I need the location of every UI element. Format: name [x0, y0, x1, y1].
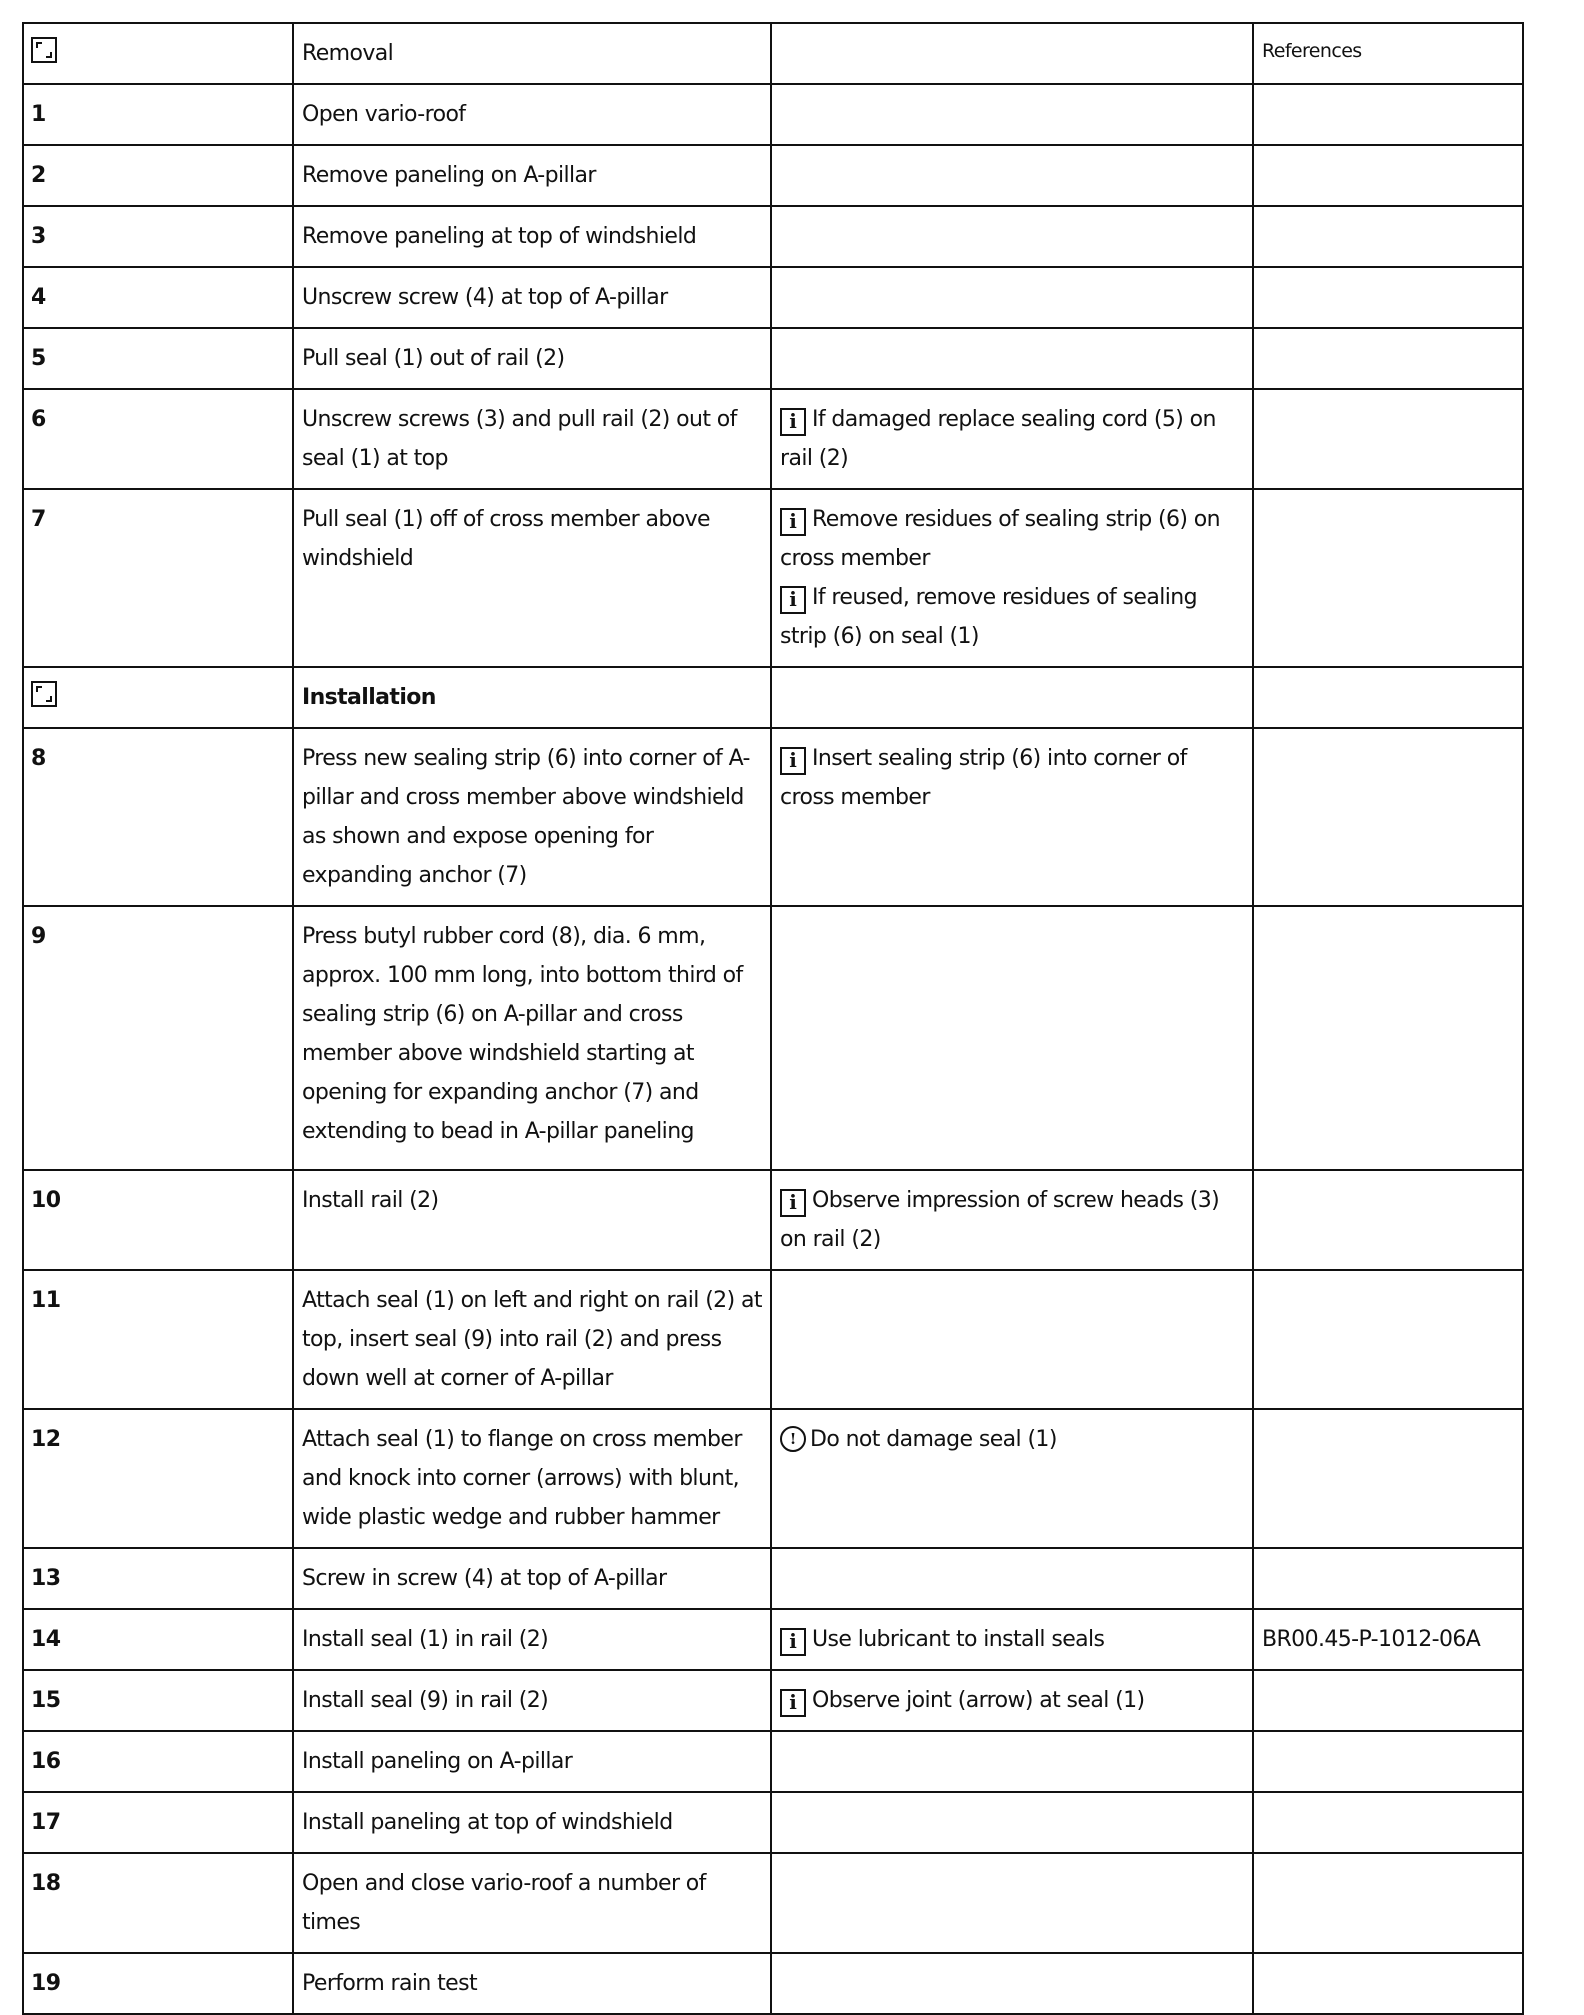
note-cell	[771, 145, 1253, 206]
step-instruction: Unscrew screw (4) at top of A-pillar	[293, 267, 771, 328]
reference-cell	[1253, 1953, 1523, 2014]
step-instruction: Pull seal (1) off of cross member above windshield	[293, 489, 771, 667]
note-cell	[771, 489, 1253, 667]
note-cell	[771, 667, 1253, 728]
note-cell	[771, 206, 1253, 267]
step-number: 7	[23, 489, 293, 667]
step-row	[23, 1670, 1523, 1731]
section-title: Installation	[293, 667, 771, 728]
reference-cell	[1253, 206, 1523, 267]
step-number: 10	[23, 1170, 293, 1270]
header-references: References	[1253, 23, 1523, 84]
step-row	[23, 145, 1523, 206]
step-number: 19	[23, 1953, 293, 2014]
note-cell	[771, 1853, 1253, 1953]
step-instruction: Install seal (1) in rail (2)	[293, 1609, 771, 1670]
step-instruction: Attach seal (1) to flange on cross member and knock into corner (arrows) with blunt, wide plastic wedge and rubber hammer	[293, 1409, 771, 1548]
step-instruction: Press butyl rubber cord (8), dia. 6 mm, approx. 100 mm long, into bottom third of sealing strip (6) on A-pillar and cross member above windshield starting at opening for expanding anchor (7) and extending to bead in A-pillar paneling	[293, 906, 771, 1170]
reference-cell	[1253, 389, 1523, 489]
reference-cell	[1253, 728, 1523, 906]
diagram-symbol-icon	[31, 37, 57, 63]
step-row	[23, 1409, 1523, 1548]
note-text: Use lubricant to install seals	[812, 1627, 1105, 1652]
note-cell	[771, 267, 1253, 328]
section-row-installation	[23, 667, 1523, 728]
step-number: 11	[23, 1270, 293, 1409]
info-icon: i	[780, 408, 806, 436]
step-number: 6	[23, 389, 293, 489]
step-instruction: Install paneling at top of windshield	[293, 1792, 771, 1853]
step-number: 17	[23, 1792, 293, 1853]
step-number: 15	[23, 1670, 293, 1731]
step-instruction: Attach seal (1) on left and right on rail (2) at top, insert seal (9) into rail (2) and press down well at corner of A-pillar	[293, 1270, 771, 1409]
procedure-rows	[23, 84, 1523, 2014]
note	[780, 1181, 1244, 1259]
reference-cell	[1253, 1409, 1523, 1548]
step-instruction: Screw in screw (4) at top of A-pillar	[293, 1548, 771, 1609]
reference-cell	[1253, 1170, 1523, 1270]
procedure-table	[22, 22, 1524, 2015]
step-number: 5	[23, 328, 293, 389]
info-icon: i	[780, 747, 806, 775]
step-instruction: Pull seal (1) out of rail (2)	[293, 328, 771, 389]
step-instruction: Remove paneling on A-pillar	[293, 145, 771, 206]
step-number: 18	[23, 1853, 293, 1953]
step-number: 16	[23, 1731, 293, 1792]
step-row	[23, 1548, 1523, 1609]
note-text: Observe joint (arrow) at seal (1)	[812, 1688, 1145, 1713]
diagram-symbol-icon	[31, 681, 57, 707]
step-row	[23, 1731, 1523, 1792]
note-text: Insert sealing strip (6) into corner of cross member	[780, 746, 1187, 810]
info-icon: i	[780, 1189, 806, 1217]
info-icon: i	[780, 586, 806, 614]
step-row	[23, 1170, 1523, 1270]
step-number: 13	[23, 1548, 293, 1609]
note	[780, 1420, 1244, 1459]
reference-cell	[1253, 667, 1523, 728]
step-row	[23, 84, 1523, 145]
step-instruction: Open vario-roof	[293, 84, 771, 145]
reference-cell	[1253, 1731, 1523, 1792]
reference-cell	[1253, 84, 1523, 145]
step-number: 8	[23, 728, 293, 906]
note-cell	[771, 906, 1253, 1170]
step-instruction: Install paneling on A-pillar	[293, 1731, 771, 1792]
note-cell	[771, 84, 1253, 145]
step-instruction: Open and close vario-roof a number of times	[293, 1853, 771, 1953]
note-cell	[771, 1409, 1253, 1548]
note-cell	[771, 1731, 1253, 1792]
reference-cell	[1253, 1270, 1523, 1409]
header-removal: Removal	[293, 23, 771, 84]
reference-cell	[1253, 267, 1523, 328]
note-cell	[771, 1792, 1253, 1853]
step-number: 4	[23, 267, 293, 328]
reference-cell	[1253, 1792, 1523, 1853]
step-instruction: Remove paneling at top of windshield	[293, 206, 771, 267]
step-instruction: Perform rain test	[293, 1953, 771, 2014]
step-number: 14	[23, 1609, 293, 1670]
step-instruction: Install seal (9) in rail (2)	[293, 1670, 771, 1731]
step-row	[23, 728, 1523, 906]
note	[780, 1681, 1244, 1720]
reference-cell	[1253, 1853, 1523, 1953]
note-cell	[771, 1170, 1253, 1270]
note-cell	[771, 1670, 1253, 1731]
info-icon: i	[780, 1628, 806, 1656]
note-text: Observe impression of screw heads (3) on rail (2)	[780, 1188, 1220, 1252]
reference-cell	[1253, 906, 1523, 1170]
step-row	[23, 489, 1523, 667]
step-row	[23, 906, 1523, 1170]
note-text: If damaged replace sealing cord (5) on rail (2)	[780, 407, 1216, 471]
step-instruction: Unscrew screws (3) and pull rail (2) out of seal (1) at top	[293, 389, 771, 489]
step-instruction: Install rail (2)	[293, 1170, 771, 1270]
header-row	[23, 23, 1523, 84]
note	[780, 578, 1244, 656]
step-instruction: Press new sealing strip (6) into corner of A-pillar and cross member above windshield as shown and expose opening for expanding anchor (7)	[293, 728, 771, 906]
reference-cell	[1253, 1548, 1523, 1609]
step-row	[23, 267, 1523, 328]
step-number: 3	[23, 206, 293, 267]
header-notes	[771, 23, 1253, 84]
caution-icon: !	[780, 1426, 806, 1452]
note-cell	[771, 1270, 1253, 1409]
step-row	[23, 206, 1523, 267]
step-row	[23, 1609, 1523, 1670]
section-symbol-cell	[23, 667, 293, 728]
note	[780, 400, 1244, 478]
note-text: Do not damage seal (1)	[810, 1427, 1057, 1452]
note	[780, 500, 1244, 578]
reference-cell: BR00.45-P-1012-06A	[1253, 1609, 1523, 1670]
note-cell	[771, 1548, 1253, 1609]
note-cell	[771, 728, 1253, 906]
note	[780, 739, 1244, 817]
step-row	[23, 328, 1523, 389]
step-number: 9	[23, 906, 293, 1170]
note-cell	[771, 389, 1253, 489]
step-number: 12	[23, 1409, 293, 1548]
info-icon: i	[780, 508, 806, 536]
step-number: 2	[23, 145, 293, 206]
note-cell	[771, 1609, 1253, 1670]
header-symbol-cell	[23, 23, 293, 84]
note-cell	[771, 1953, 1253, 2014]
step-row	[23, 389, 1523, 489]
note-text: If reused, remove residues of sealing strip (6) on seal (1)	[780, 585, 1197, 649]
step-row	[23, 1270, 1523, 1409]
note	[780, 1620, 1244, 1659]
procedure-sheet	[22, 22, 1522, 2015]
step-row	[23, 1953, 1523, 2014]
step-number: 1	[23, 84, 293, 145]
reference-cell	[1253, 328, 1523, 389]
reference-cell	[1253, 145, 1523, 206]
info-icon: i	[780, 1689, 806, 1717]
note-text: Remove residues of sealing strip (6) on cross member	[780, 507, 1221, 571]
reference-cell	[1253, 489, 1523, 667]
step-row	[23, 1853, 1523, 1953]
step-row	[23, 1792, 1523, 1853]
note-cell	[771, 328, 1253, 389]
reference-cell	[1253, 1670, 1523, 1731]
